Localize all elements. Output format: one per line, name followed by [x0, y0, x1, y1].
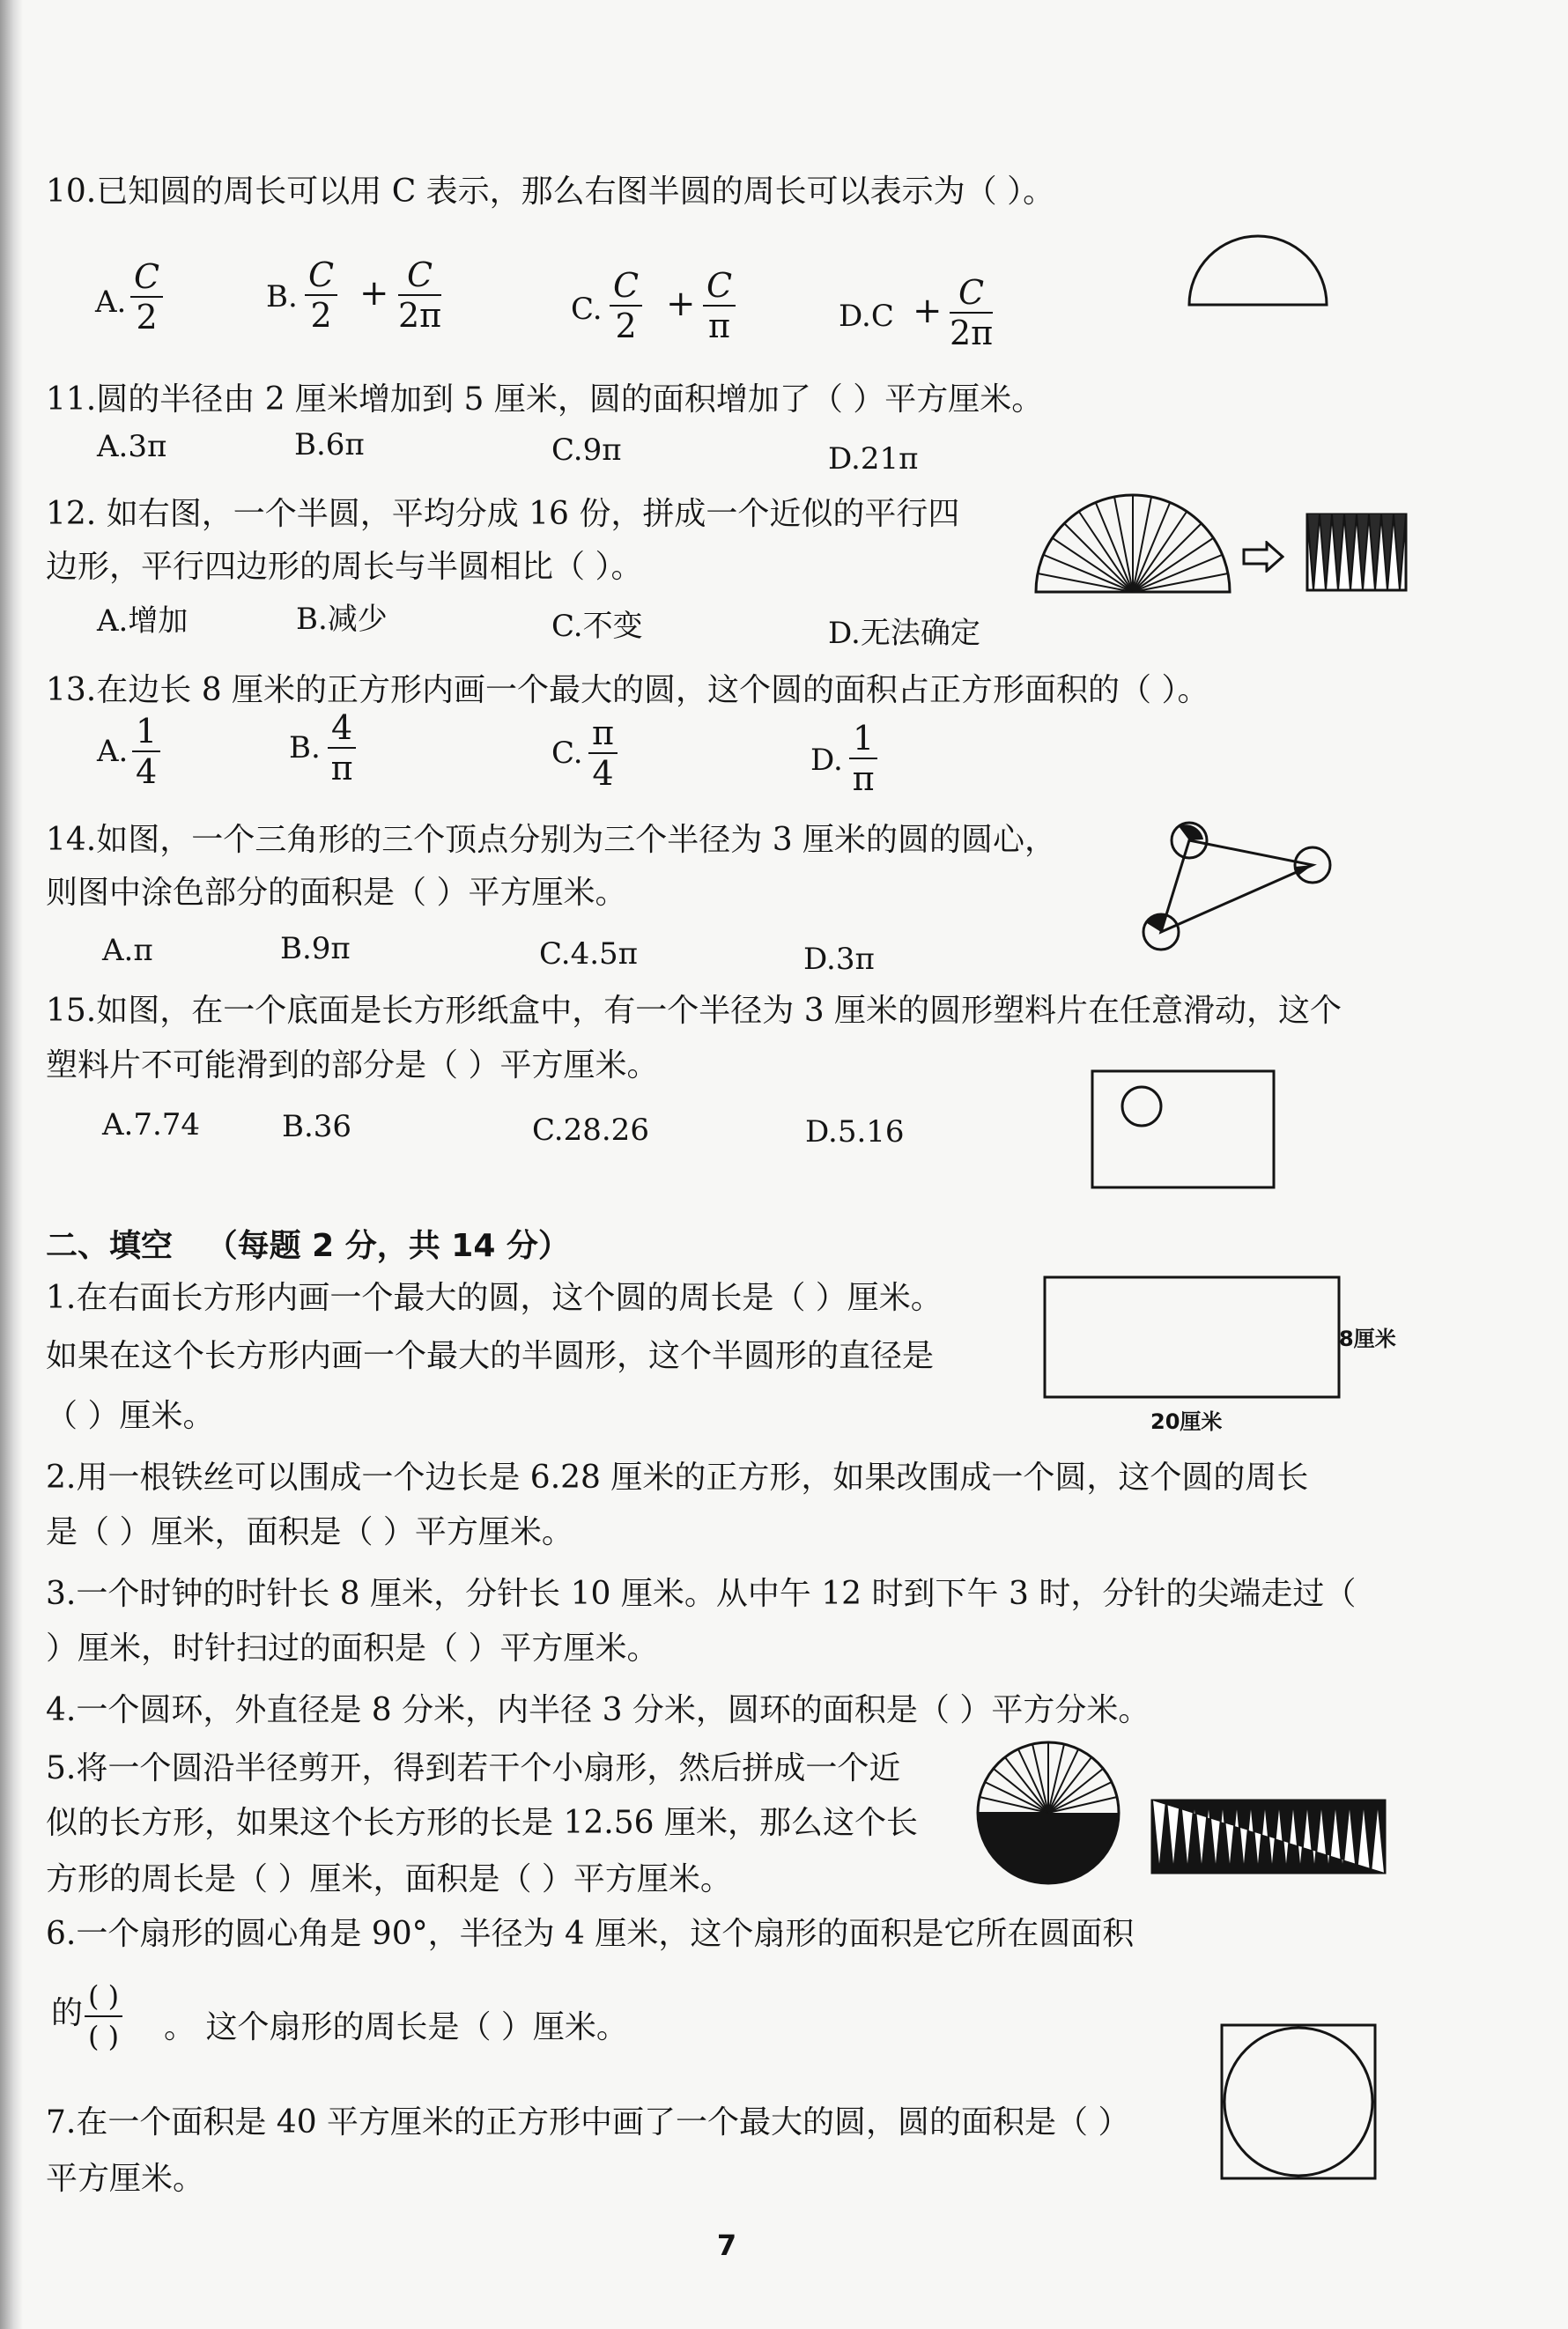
q10-a-den: 2 — [136, 298, 158, 336]
q13-option-d-label: D. — [810, 743, 843, 778]
f2-line2: 是（ ）厘米，面积是（ ）平方厘米。 — [46, 1514, 573, 1550]
q10-option-b-label: B. — [266, 279, 298, 314]
q10-option-c-label: C. — [571, 292, 603, 327]
q15-line2: 塑料片不可能滑到的部分是（ ）平方厘米。 — [46, 1047, 659, 1083]
q15-option-a: A.7.74 — [102, 1107, 201, 1142]
f1-line1: 1.在右面长方形内画一个最大的圆，这个圆的周长是（ ）厘米。 — [46, 1280, 943, 1316]
q14-line2: 则图中涂色部分的面积是（ ）平方厘米。 — [46, 875, 627, 911]
f4-line1: 4.一个圆环，外直径是 8 分米，内半径 3 分米，圆环的面积是（ ）平方分米。 — [46, 1692, 1150, 1728]
rectangle-sectors-figure — [1150, 1797, 1388, 1876]
divided-circle-figure — [974, 1739, 1124, 1889]
f6-fraction-blank: ( ) ( ) — [85, 1977, 122, 2056]
square-with-circle-figure — [1219, 2022, 1378, 2181]
rect-width-label: 20厘米 — [1150, 1409, 1223, 1434]
q12-line2: 边形，平行四边形的周长与半圆相比（ ）。 — [46, 549, 643, 585]
q10-b-plus: + — [359, 273, 389, 314]
arrow-right-icon — [1242, 541, 1284, 573]
rect-height-label: 8厘米 — [1339, 1327, 1396, 1351]
q14-option-d: D.3π — [803, 942, 875, 977]
box-with-disc-figure — [1091, 1068, 1277, 1191]
q14-option-a: A.π — [102, 933, 153, 968]
section-title: 二、填空 （每题 2 分，共 14 分） — [46, 1228, 570, 1264]
q13-option-c-fraction: $\frac{\pi}{4}$ — [588, 713, 618, 793]
rectangle-figure — [1043, 1272, 1342, 1402]
q10-c-plus: + — [666, 284, 696, 324]
q15-option-d: D.5.16 — [805, 1114, 905, 1150]
q12-option-c: C.不变 — [551, 609, 643, 644]
q10-d-plus: + — [913, 291, 943, 331]
q14-line1: 14.如图，一个三角形的三个顶点分别为三个半径为 3 厘米的圆的圆心， — [46, 822, 1057, 858]
q12-option-d: D.无法确定 — [828, 616, 980, 651]
f1-line2: 如果在这个长方形内画一个最大的半圆形，这个半圆形的直径是 — [46, 1338, 935, 1374]
parallelogram-sectors-figure — [1305, 511, 1411, 595]
q13-option-a-fraction: $\frac{1}{4}$ — [132, 712, 160, 791]
q12-line1: 12. 如右图，一个半圆，平均分成 16 份，拼成一个近似的平行四 — [46, 496, 960, 532]
q10-text: 10.已知圆的周长可以用 C 表示，那么右图半圆的周长可以表示为（ ）。 — [46, 174, 1055, 210]
f7-line2: 平方厘米。 — [46, 2161, 205, 2197]
q10-option-c-frac2: $\frac{C}{\pi}$ — [703, 266, 736, 345]
q10-option-d-label: D.C — [839, 299, 894, 334]
f3-line2: ）厘米，时针扫过的面积是（ ）平方厘米。 — [46, 1630, 659, 1667]
f2-line1: 2.用一根铁丝可以围成一个边长是 6.28 厘米的正方形，如果改围成一个圆，这个圆的周长 — [46, 1460, 1309, 1496]
q15-option-c: C.28.26 — [532, 1113, 649, 1148]
q15-option-b: B.36 — [282, 1109, 352, 1144]
f6-line1: 6.一个扇形的圆心角是 90°，半径为 4 厘米，这个扇形的面积是它所在圆面积 — [46, 1916, 1135, 1952]
page-number: 7 — [716, 2229, 737, 2262]
q11-option-d: D.21π — [828, 441, 919, 477]
q13-option-b-label: B. — [289, 730, 321, 765]
f7-line1: 7.在一个面积是 40 平方厘米的正方形中画了一个最大的圆，圆的面积是（ ） — [46, 2104, 1130, 2140]
f1-line3: （ ）厘米。 — [46, 1398, 215, 1434]
f6-prefix: 的 — [51, 1995, 84, 2031]
q10-option-c-frac1: $\frac{C}{2}$ — [610, 266, 642, 345]
semicircle-figure — [1184, 231, 1334, 310]
f6-suffix: 。 这个扇形的周长是（ ）厘米。 — [164, 2009, 628, 2045]
q11-option-c: C.9π — [551, 433, 622, 468]
q10-a-num: C — [130, 257, 163, 298]
page-binding-shadow — [0, 0, 23, 2329]
divided-semicircle-figure — [1031, 493, 1239, 597]
q13-option-a-label: A. — [97, 734, 129, 769]
f3-line1: 3.一个时钟的时针长 8 厘米，分针长 10 厘米。从中午 12 时到下午 3 时，分针的尖端走过（ — [46, 1576, 1357, 1612]
f5-line3: 方形的周长是（ ）厘米，面积是（ ）平方厘米。 — [46, 1861, 732, 1897]
q15-line1: 15.如图，在一个底面是长方形纸盒中，有一个半径为 3 厘米的圆形塑料片在任意滑动，这个 — [46, 993, 1342, 1029]
q10-option-b-frac1: $\frac{C}{2}$ — [305, 255, 337, 335]
q10-option-d-frac: $\frac{C}{2\pi}$ — [950, 273, 994, 352]
q13-option-c-label: C. — [551, 736, 583, 771]
q11-option-b: B.6π — [294, 427, 365, 462]
q10-option-a-label: A. — [95, 285, 127, 320]
q13-option-b-fraction: $\frac{4}{\pi}$ — [328, 708, 356, 787]
q11-option-a: A.3π — [97, 429, 167, 464]
q13-option-d-fraction: $\frac{1}{\pi}$ — [849, 719, 877, 798]
q11-text: 11.圆的半径由 2 厘米增加到 5 厘米，圆的面积增加了（ ）平方厘米。 — [46, 381, 1044, 418]
q13-text: 13.在边长 8 厘米的正方形内画一个最大的圆，这个圆的面积占正方形面积的（ ）。 — [46, 672, 1209, 708]
f5-line2: 似的长方形，如果这个长方形的长是 12.56 厘米，那么这个长 — [46, 1805, 918, 1841]
q10-option-b-frac2: $\frac{C}{2\pi}$ — [398, 255, 442, 335]
q10-option-a-fraction — [130, 257, 163, 336]
q14-option-c: C.4.5π — [539, 936, 639, 972]
q14-option-b: B.9π — [280, 931, 351, 966]
q12-option-b: B.减少 — [296, 602, 388, 637]
f5-line1: 5.将一个圆沿半径剪开，得到若干个小扇形，然后拼成一个近 — [46, 1750, 901, 1786]
triangle-circles-figure — [1136, 819, 1344, 951]
q12-option-a: A.增加 — [97, 603, 189, 639]
